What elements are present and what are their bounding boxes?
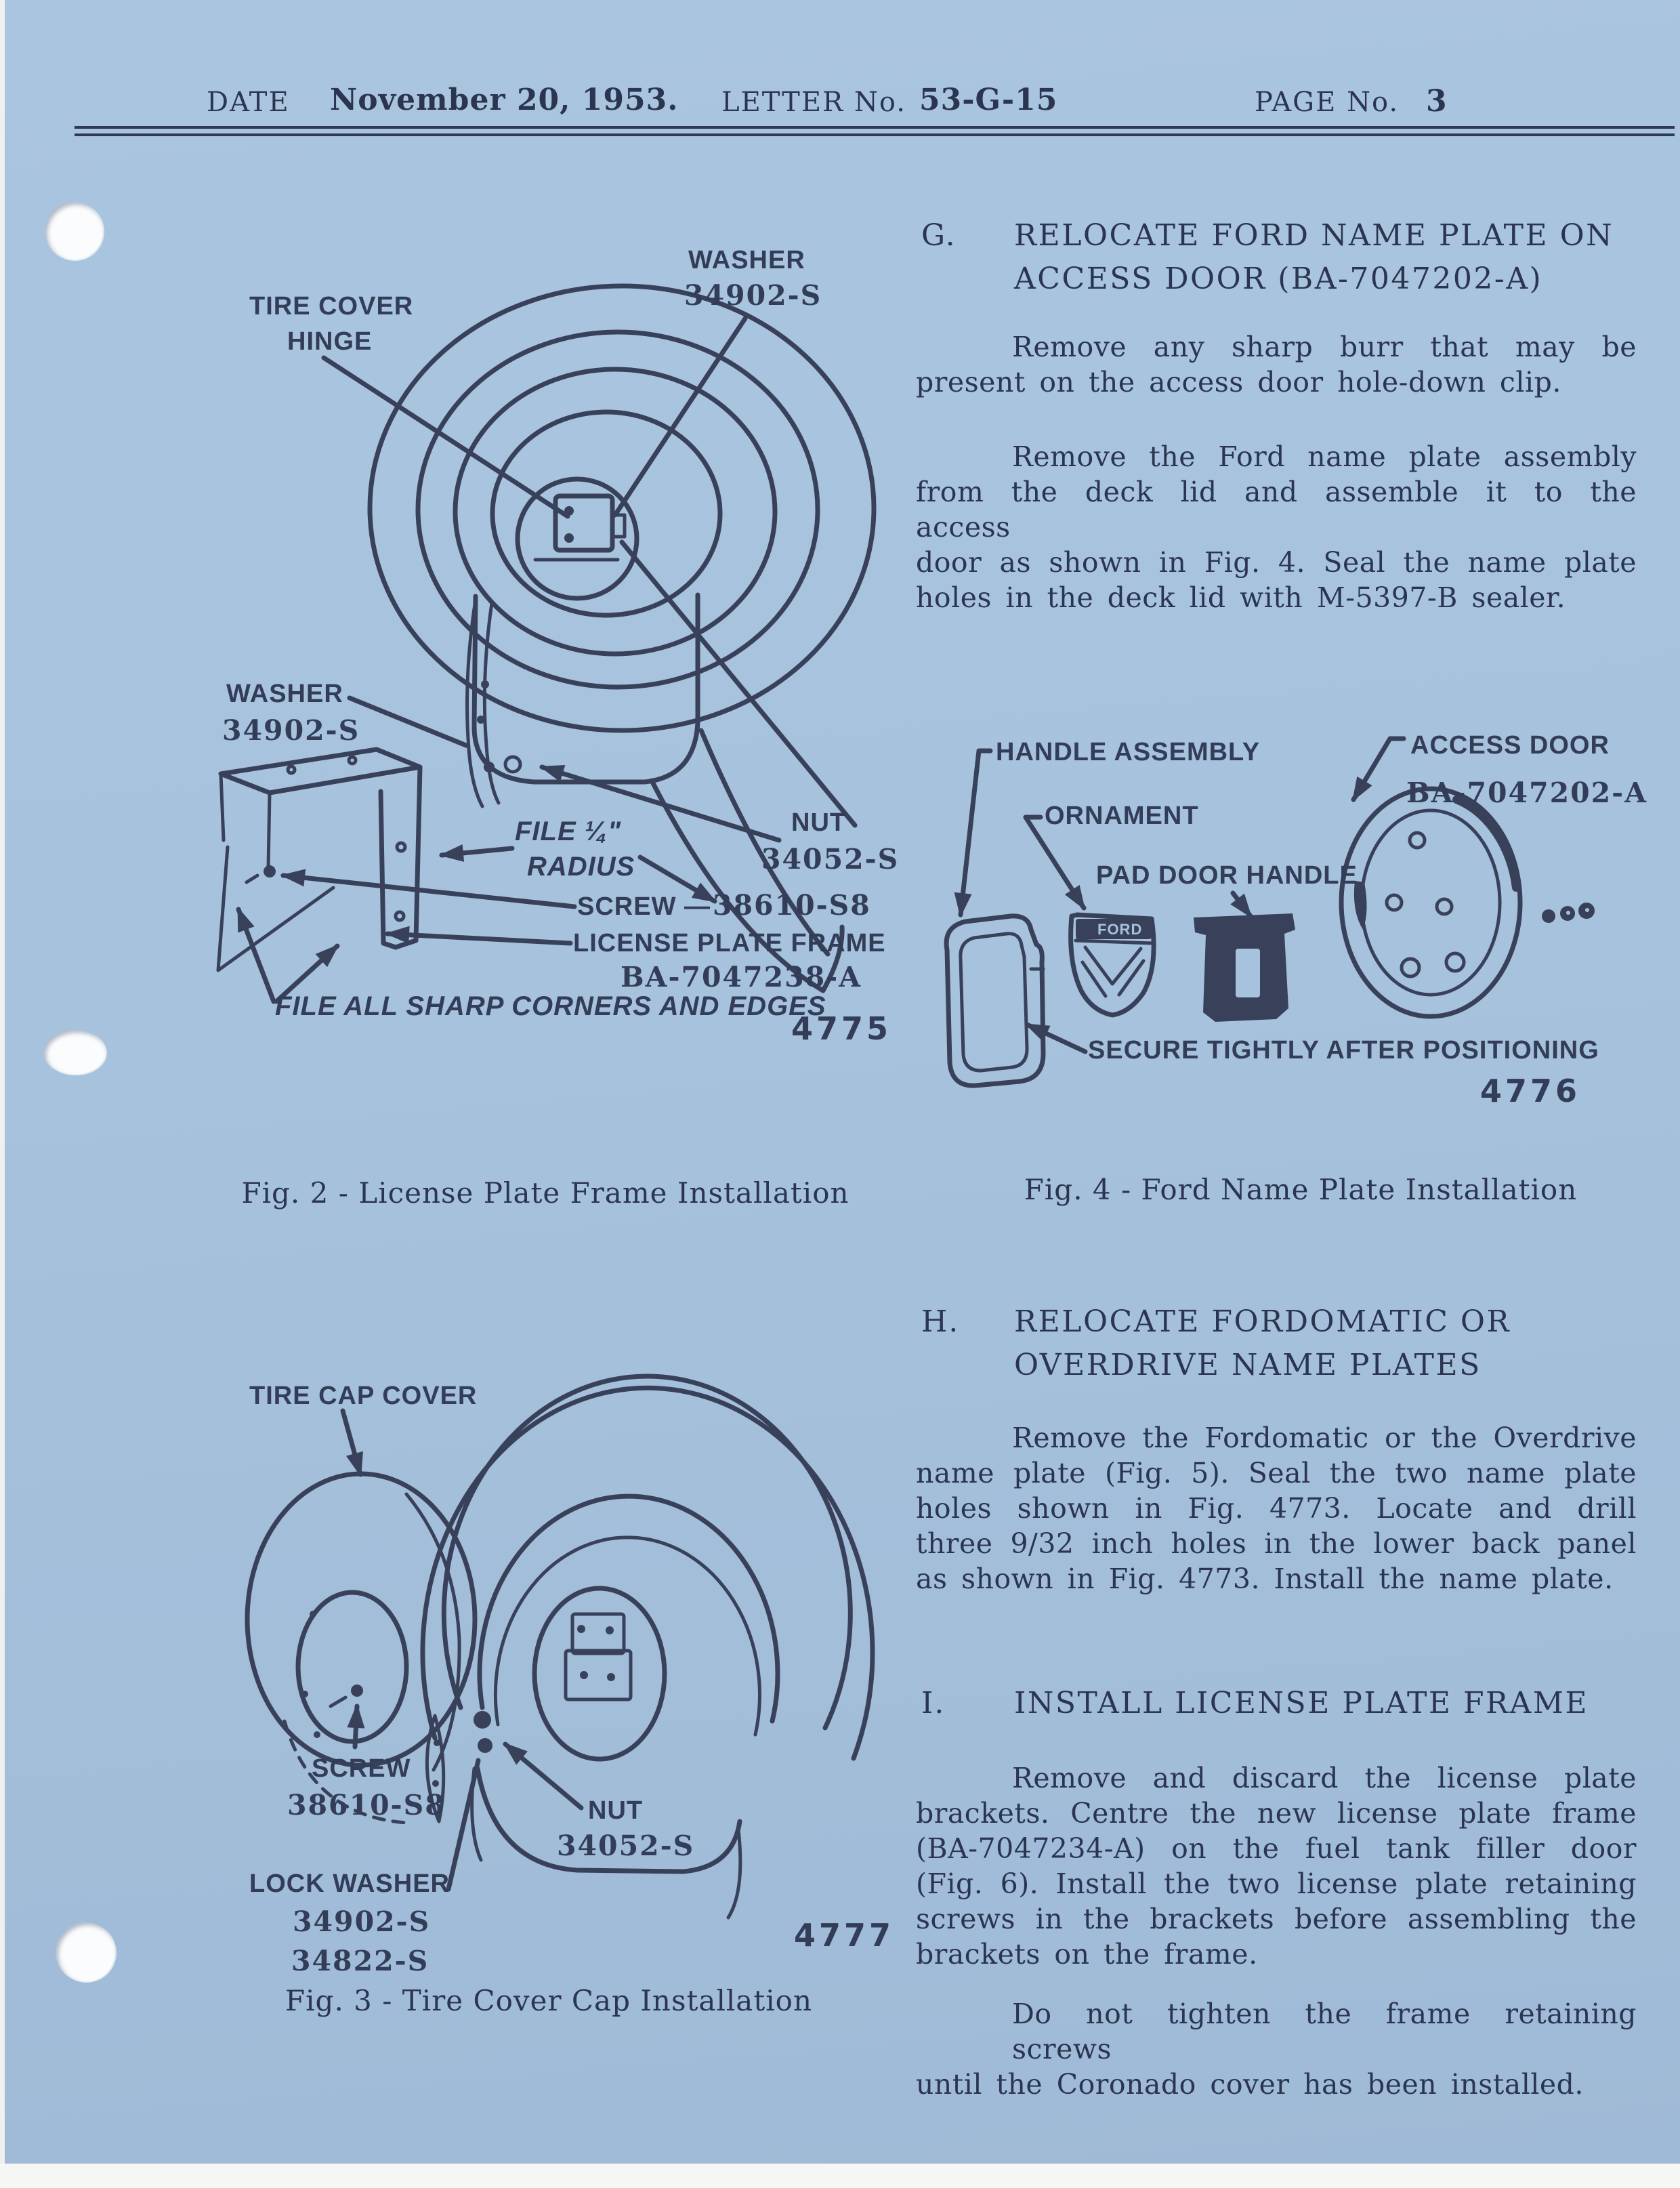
header-date-label: DATE bbox=[207, 87, 290, 118]
fig3-label-nut: NUT bbox=[588, 1796, 644, 1825]
page-bottom-edge bbox=[0, 2164, 1680, 2188]
handle-assembly-shape bbox=[946, 916, 1043, 1086]
text-line: Remove any sharp burr that may be bbox=[1012, 331, 1637, 363]
section-h-title-1: RELOCATE FORDOMATIC OR bbox=[1014, 1304, 1511, 1339]
fig3-label-screw-num: 38610-S8 bbox=[287, 1789, 446, 1821]
section-g-title-1: RELOCATE FORD NAME PLATE ON bbox=[1014, 218, 1614, 253]
figure-3-drawing bbox=[210, 1338, 901, 1992]
text-line: Remove and discard the license plate bbox=[1012, 1762, 1637, 1794]
section-g-title-2: ACCESS DOOR (BA-7047202-A) bbox=[1014, 262, 1543, 296]
section-h-paragraph-1 bbox=[916, 1420, 1637, 1596]
fig3-label-lock-washer-num1: 34902-S bbox=[293, 1905, 431, 1938]
figure-3-caption: Fig. 3 - Tire Cover Cap Installation bbox=[285, 1984, 812, 2017]
tire-cover-rings bbox=[370, 286, 874, 991]
text-line: three 9/32 inch holes in the lower back panel bbox=[916, 1527, 1637, 1560]
pad-door-handle-shape bbox=[1194, 913, 1295, 1022]
fig4-label-handle: HANDLE ASSEMBLY bbox=[996, 738, 1261, 766]
fig3-label-cover: TIRE CAP COVER bbox=[249, 1382, 478, 1410]
fig3-label-lock-washer-num2: 34822-S bbox=[291, 1945, 429, 1977]
text-line: door as shown in Fig. 4. Seal the name plate bbox=[916, 546, 1637, 579]
fig2-label-note: FILE ALL SHARP CORNERS AND EDGES bbox=[275, 991, 826, 1021]
section-i-id: I. bbox=[921, 1686, 946, 1720]
text-line: as shown in Fig. 4773. Install the name plate. bbox=[916, 1563, 1614, 1595]
fig4-label-pad: PAD DOOR HANDLE bbox=[1096, 861, 1358, 890]
section-i-paragraph-1 bbox=[916, 1760, 1637, 1972]
figure-2-drawing bbox=[210, 224, 900, 1084]
fig4-number: 4776 bbox=[1480, 1073, 1581, 1109]
fig2-label-washer-left: WASHER bbox=[226, 680, 343, 708]
fig2-label-hinge-2: HINGE bbox=[287, 327, 373, 356]
fig2-label-washer-top: WASHER bbox=[688, 246, 805, 274]
punch-hole-top bbox=[45, 202, 103, 260]
text-line: until the Coronado cover has been installed. bbox=[916, 2068, 1584, 2101]
header-letter-value: 53-G-15 bbox=[919, 83, 1058, 117]
header-rule-top bbox=[75, 126, 1675, 129]
text-line: (BA-7047234-A) on the fuel tank filler door bbox=[916, 1832, 1637, 1865]
fig2-label-screw-num: 38610-S8 bbox=[713, 889, 871, 922]
text-line: name plate (Fig. 5). Seal the two name plate bbox=[916, 1457, 1637, 1489]
section-i-title: INSTALL LICENSE PLATE FRAME bbox=[1014, 1686, 1589, 1720]
section-h-title-2: OVERDRIVE NAME PLATES bbox=[1014, 1348, 1482, 1382]
fig2-label-file-radius-1: FILE ¼" bbox=[515, 817, 622, 846]
header-page-value: 3 bbox=[1426, 84, 1448, 119]
fig2-number: 4775 bbox=[791, 1010, 892, 1047]
text-line: holes in the deck lid with M-5397-B sealer. bbox=[916, 581, 1566, 614]
punch-hole-bottom bbox=[56, 1922, 115, 1982]
figure-2-caption: Fig. 2 - License Plate Frame Installation bbox=[241, 1176, 849, 1210]
fig2-label-nut: NUT bbox=[791, 808, 847, 837]
fig2-label-washer-top-num: 34902-S bbox=[684, 279, 822, 312]
fig3-number: 4777 bbox=[794, 1917, 895, 1954]
fig2-label-washer-left-num: 34902-S bbox=[222, 714, 360, 747]
text-line: holes shown in Fig. 4773. Locate and drill bbox=[916, 1492, 1637, 1525]
fig2-label-file-radius-2: RADIUS bbox=[527, 852, 635, 882]
ford-ornament-shield bbox=[1071, 915, 1154, 1015]
text-line: present on the access door hole-down clip. bbox=[916, 366, 1561, 398]
header-rule-bottom bbox=[75, 133, 1675, 136]
fig2-label-frame: LICENSE PLATE FRAME bbox=[573, 929, 886, 957]
fig2-label-screw: SCREW — bbox=[577, 892, 711, 921]
text-line: (Fig. 6). Install the two license plate retaining bbox=[916, 1867, 1637, 1900]
text-line: Remove the Fordomatic or the Overdrive bbox=[1012, 1422, 1637, 1454]
fig3-label-lock-washer: LOCK WASHER bbox=[249, 1870, 450, 1898]
fig2-label-nut-num: 34052-S bbox=[761, 843, 900, 875]
fig4-label-secure: SECURE TIGHTLY AFTER POSITIONING bbox=[1088, 1036, 1599, 1065]
fig2-label-frame-num: BA-7047238-A bbox=[621, 961, 862, 993]
fig4-label-door: ACCESS DOOR bbox=[1410, 731, 1610, 760]
retainer-washers bbox=[1542, 903, 1595, 923]
text-line: Do not tighten the frame retaining screws bbox=[1012, 1998, 1637, 2065]
fig4-label-ornament: ORNAMENT bbox=[1045, 802, 1199, 830]
fig3-label-screw: SCREW bbox=[312, 1754, 411, 1783]
header-letter-label: LETTER No. bbox=[721, 87, 906, 118]
section-g-id: G. bbox=[921, 218, 957, 253]
section-i-paragraph-2 bbox=[916, 1996, 1637, 2102]
section-h-id: H. bbox=[921, 1304, 960, 1339]
text-line: brackets on the frame. bbox=[916, 1938, 1258, 1970]
page-left-edge bbox=[0, 0, 5, 2188]
ford-ornament-text: FORD bbox=[1097, 921, 1143, 938]
access-door-shape bbox=[1341, 789, 1520, 1016]
text-line: from the deck lid and assemble it to the access bbox=[916, 476, 1637, 543]
license-pocket bbox=[467, 595, 698, 806]
section-g-paragraph-2 bbox=[916, 439, 1637, 615]
header-date-value: November 20, 1953. bbox=[330, 83, 679, 117]
text-line: screws in the brackets before assembling the bbox=[916, 1903, 1637, 1935]
fig3-label-nut-num: 34052-S bbox=[557, 1830, 695, 1862]
text-line: Remove the Ford name plate assembly bbox=[1012, 440, 1637, 473]
text-line: brackets. Centre the new license plate frame bbox=[916, 1797, 1637, 1830]
figure-4-drawing bbox=[921, 678, 1673, 1125]
section-g-paragraph-1 bbox=[916, 329, 1637, 400]
fig2-label-hinge-1: TIRE COVER bbox=[249, 292, 414, 321]
punch-hole-middle bbox=[43, 1030, 106, 1075]
figure-4-caption: Fig. 4 - Ford Name Plate Installation bbox=[1024, 1173, 1578, 1206]
header-page-label: PAGE No. bbox=[1255, 87, 1400, 118]
fig4-label-door-num: BA-7047202-A bbox=[1406, 777, 1648, 809]
